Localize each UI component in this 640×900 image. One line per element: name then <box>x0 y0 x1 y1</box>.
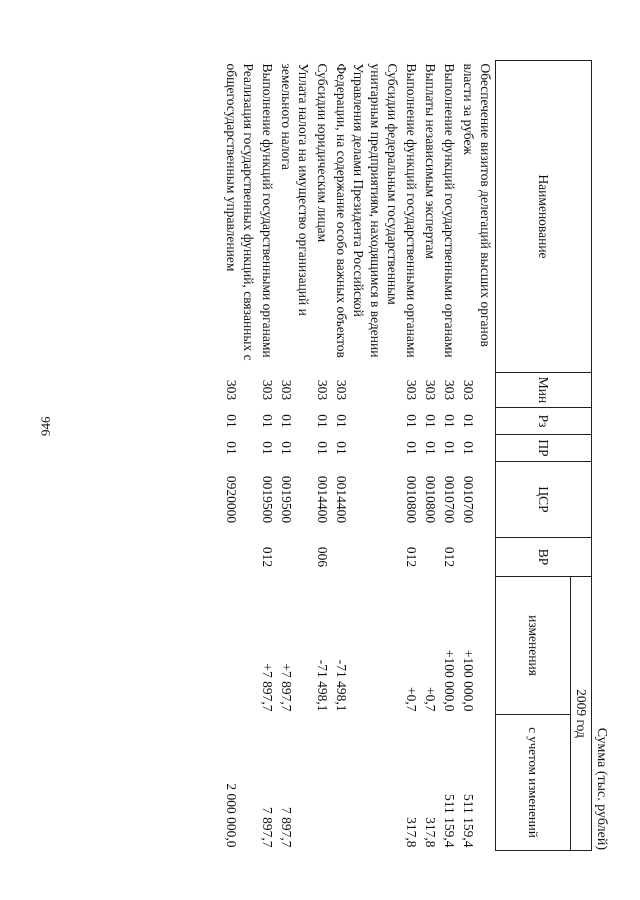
row-total <box>332 715 402 851</box>
row-csr: 0010700 <box>442 475 457 524</box>
table-row <box>222 61 258 851</box>
row-total: 317,8 <box>404 817 419 848</box>
row-csr: 0010800 <box>404 475 419 524</box>
header-pr: ПР <box>496 435 592 462</box>
row-changes: +100 000,0 <box>461 649 476 712</box>
row-rz: 01 <box>461 414 476 428</box>
row-total: 511 159,4 <box>461 794 476 848</box>
table-caption: Сумма (тыс. рублей) <box>594 727 609 850</box>
row-pr: 01 <box>224 441 239 455</box>
row-vr <box>459 538 496 577</box>
row-changes: +0,7 <box>404 687 419 712</box>
row-rz: 01 <box>315 414 330 428</box>
row-min: 303 <box>224 379 239 401</box>
table-row <box>258 61 277 851</box>
row-vr <box>222 538 258 577</box>
row-changes: +7 897,7 <box>260 663 275 712</box>
row-min: 303 <box>260 379 275 401</box>
row-pr: 01 <box>442 441 457 455</box>
budget-table-page <box>140 60 610 850</box>
row-csr: 0920000 <box>224 475 239 524</box>
row-total: 7 897,7 <box>260 807 275 848</box>
row-csr: 0014400 <box>334 475 349 524</box>
row-name: Выполнение функций государственными органами <box>442 63 457 358</box>
row-csr: 0019500 <box>279 475 294 524</box>
row-name: Субсидии федеральным государственным унитарным предприятиям, находящимся в ведении Управления делами Президента Российской Федерации, на содержание особо важных объектов <box>334 63 400 358</box>
table-row <box>402 61 421 851</box>
header-min: Мин <box>496 373 592 408</box>
row-name: Выполнение функций государственными органами <box>404 63 419 358</box>
row-changes: +0,7 <box>423 687 438 712</box>
row-pr: 01 <box>404 441 419 455</box>
table-row <box>459 61 496 851</box>
header-name: Наименование <box>496 61 592 373</box>
row-pr: 01 <box>423 441 438 455</box>
row-rz: 01 <box>334 414 349 428</box>
row-name: Выплаты независимым экспертам <box>423 63 438 259</box>
row-total: 2 000 000,0 <box>224 783 239 848</box>
row-rz: 01 <box>260 414 275 428</box>
row-name: Уплата налога на имущество организаций и земельного налога <box>279 63 311 316</box>
header-csr: ЦСР <box>496 462 592 538</box>
row-total: 317,8 <box>423 817 438 848</box>
row-name: Выполнение функций государственными органами <box>260 63 275 358</box>
row-name: Обеспечение визитов делегаций высших органов власти за рубеж <box>461 63 493 347</box>
row-min: 303 <box>279 379 294 401</box>
row-csr: 0010800 <box>423 475 438 524</box>
header-year: 2009 год <box>571 577 592 851</box>
row-pr: 01 <box>260 441 275 455</box>
row-vr <box>421 538 440 577</box>
budget-table <box>222 60 592 851</box>
header-changes: изменения <box>496 577 571 715</box>
row-vr: 006 <box>315 546 330 568</box>
row-csr: 0019500 <box>260 475 275 524</box>
row-min: 303 <box>334 379 349 401</box>
table-body <box>222 61 496 851</box>
row-total: 511 159,4 <box>442 794 457 848</box>
row-changes: +100 000,0 <box>442 649 457 712</box>
row-name: Субсидии юридическим лицам <box>315 63 330 243</box>
row-min: 303 <box>404 379 419 401</box>
row-pr: 01 <box>461 441 476 455</box>
row-pr: 01 <box>279 441 294 455</box>
header-rz: Рз <box>496 408 592 435</box>
row-csr: 0014400 <box>315 475 330 524</box>
row-rz: 01 <box>423 414 438 428</box>
row-rz: 01 <box>442 414 457 428</box>
row-rz: 01 <box>404 414 419 428</box>
row-total: 7 897,7 <box>279 807 294 848</box>
row-vr <box>332 538 402 577</box>
row-pr: 01 <box>315 441 330 455</box>
row-vr <box>277 538 313 577</box>
row-changes: -71 498,1 <box>334 659 349 712</box>
row-vr: 012 <box>404 546 419 568</box>
table-row <box>277 61 313 851</box>
row-total <box>313 715 332 851</box>
row-vr: 012 <box>260 546 275 568</box>
row-min: 303 <box>423 379 438 401</box>
table-row <box>332 61 402 851</box>
row-min: 303 <box>315 379 330 401</box>
row-rz: 01 <box>224 414 239 428</box>
row-min: 303 <box>461 379 476 401</box>
row-changes: -71 498,1 <box>315 659 330 712</box>
header-vr: ВР <box>496 538 592 577</box>
row-rz: 01 <box>279 414 294 428</box>
table-row <box>313 61 332 851</box>
row-min: 303 <box>442 379 457 401</box>
row-pr: 01 <box>334 441 349 455</box>
row-changes <box>222 577 258 715</box>
table-row <box>421 61 440 851</box>
row-changes: +7 897,7 <box>279 663 294 712</box>
row-csr: 0010700 <box>461 475 476 524</box>
page-number: 946 <box>38 416 53 436</box>
header-with-changes: с учетом изменений <box>496 715 571 851</box>
row-vr: 012 <box>442 546 457 568</box>
row-name: Реализация государственных функций, связанных с общегосударственным управлением <box>224 63 256 361</box>
table-row <box>440 61 459 851</box>
